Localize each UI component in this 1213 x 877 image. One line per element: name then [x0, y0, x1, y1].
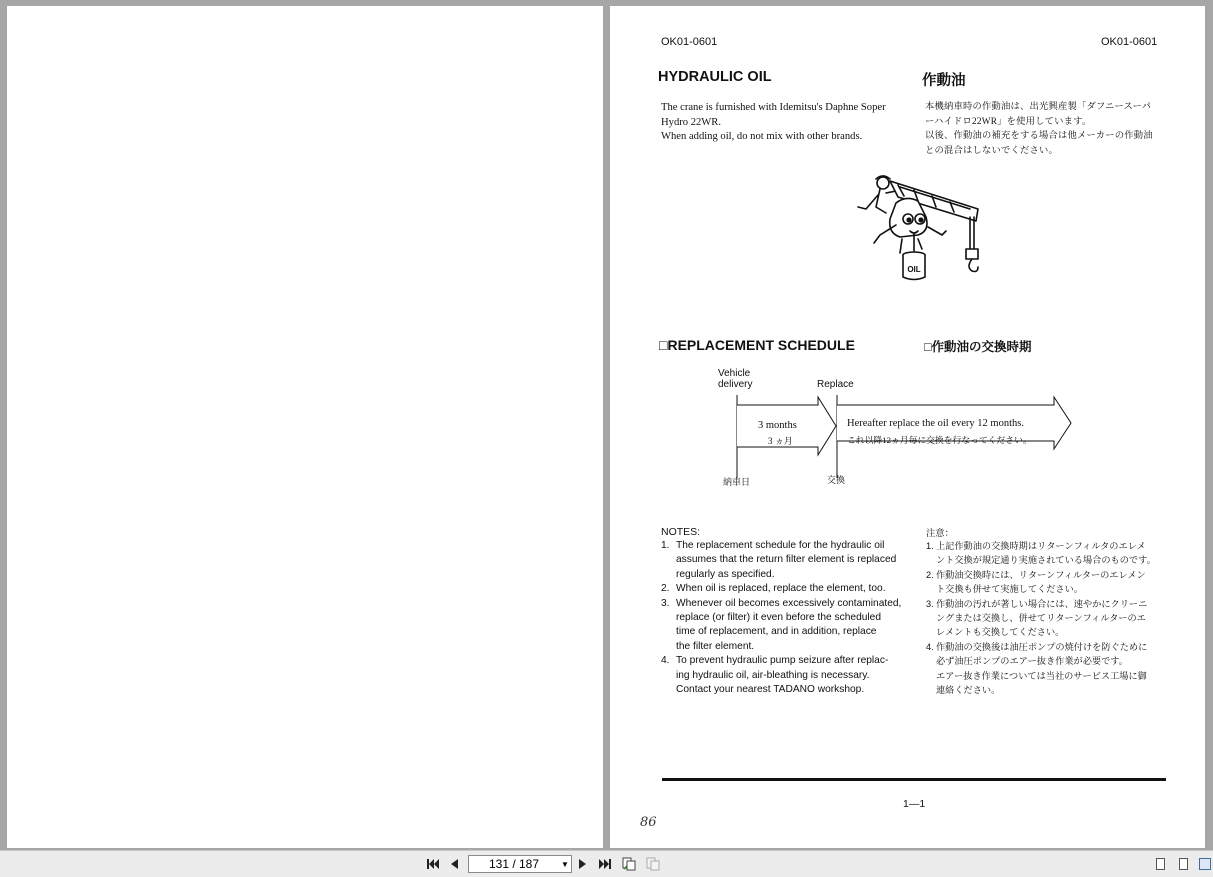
section-heading-jp: □作動油の交換時期 [924, 340, 1032, 354]
en-note-line: time of replacement, and in addition, replace [676, 626, 877, 638]
en-note-line: assumes that the return filter element is replaced [676, 554, 897, 566]
intro-en-line: When adding oil, do not mix with other brands. [661, 131, 863, 142]
jp-note-line: 上記作動油の交換時期はリターンフィルタのエレメ [936, 541, 1146, 551]
en-note-number: 1. [661, 540, 670, 551]
en-note-line: Contact your nearest TADANO workshop. [676, 684, 865, 696]
footer-rule [662, 778, 1166, 781]
en-note-line: When oil is replaced, replace the element, too. [676, 583, 886, 595]
intro-jp-line: 本機納車時の作動油は、出光興産製「ダフニースーパ [925, 102, 1152, 112]
en-note-item [661, 654, 926, 697]
en-note-line: regularly as specified. [676, 568, 775, 580]
en-note-item [661, 539, 926, 582]
oil-can-label: OIL [907, 265, 921, 274]
jp-note-number: 4. [926, 641, 934, 652]
jp-note-line: エアー抜き作業については当社のサービス工場に御 [936, 670, 1147, 681]
jp-note-line: 必ず油圧ポンプのエアー抜き作業が必要です。 [936, 656, 1128, 667]
continuous-view-icon[interactable] [1179, 858, 1188, 870]
jp-note-number: 1. [926, 541, 934, 551]
chevron-down-icon: ▼ [561, 859, 569, 869]
en-note-number: 3. [661, 597, 670, 609]
en-note-line: To prevent hydraulic pump seizure after replac- [676, 655, 889, 667]
page-indicator: 131 / 187 [488, 857, 540, 871]
jp-note-item [926, 539, 1188, 568]
repeat-interval-jp: これ以降12ヵ月毎に交換を行なってください。 [847, 435, 1032, 445]
jp-note-line: 連絡ください。 [936, 685, 1001, 696]
jp-note-line: ングまたは交換し、併せてリターンフィルターのエ [936, 613, 1146, 624]
notes-list-en [661, 539, 926, 697]
en-note-line: Whenever oil becomes excessively contaminated, [676, 597, 902, 609]
first-page-icon[interactable] [426, 855, 440, 873]
intro-jp-line: ーハイドロ22WR」を使用しています。 [925, 116, 1092, 127]
intro-en-line: The crane is furnished with Idemitsu's Daphne Soper [661, 102, 886, 113]
jp-note-line: 作動油の汚れが著しい場合には、速やかにクリーニ [936, 598, 1148, 609]
en-note-number: 4. [661, 655, 670, 667]
en-note-item [661, 582, 926, 596]
two-page-view-icon[interactable] [1199, 858, 1211, 870]
pages-disabled-icon[interactable] [645, 855, 661, 873]
notes-title-jp: 注意： [926, 528, 954, 538]
handwritten-number: 86 [640, 815, 657, 830]
intro-en-line: Hydro 22WR. [661, 116, 722, 128]
jp-note-item [926, 597, 1188, 640]
doc-code-left: OK01-0601 [661, 36, 718, 48]
intro-jp [925, 100, 1185, 158]
intro-jp-line: 以後、作動油の補充をする場合は他メーカーの作動油 [925, 131, 1153, 141]
en-note-item [661, 597, 926, 655]
en-note-line: The replacement schedule for the hydraulic oil [676, 540, 885, 551]
jp-note-line: 作動油の交換後は油圧ポンプの焼付けを防ぐために [936, 641, 1148, 652]
intro-jp-line: との混合はしないでください。 [925, 145, 1058, 156]
label-delivery-jp: 納車日 [723, 477, 751, 487]
viewer-toolbar [0, 850, 1213, 877]
jp-note-number: 3. [926, 598, 934, 609]
single-page-view-icon[interactable] [1156, 858, 1165, 870]
notes-list-jp [926, 539, 1188, 697]
jp-note-item [926, 568, 1188, 597]
first-interval-en: 3 months [758, 420, 797, 431]
repeat-interval-en: Hereafter replace the oil every 12 months. [847, 418, 1024, 429]
section-heading-en: □REPLACEMENT SCHEDULE [659, 337, 855, 353]
prev-page-icon[interactable] [448, 855, 460, 873]
notes-title-en: NOTES: [661, 526, 701, 538]
jp-note-line: ント交換が規定通り実施されている場合のものです。 [936, 555, 1156, 566]
jp-note-number: 2. [926, 569, 934, 580]
label-replace-jp: 交換 [827, 475, 846, 485]
jp-note-item [926, 640, 1188, 698]
page-number-select[interactable] [468, 855, 572, 873]
page-number: 1—1 [903, 798, 926, 810]
en-note-line: ing hydraulic oil, air-bleathing is necessary. [676, 669, 870, 681]
jp-note-line: レメントも交換してください。 [936, 627, 1065, 638]
en-note-line: replace (or filter) it even before the scheduled [676, 612, 881, 624]
label-vehicle-delivery [718, 369, 752, 390]
last-page-icon[interactable] [598, 855, 612, 873]
next-page-icon[interactable] [577, 855, 589, 873]
intro-en [661, 101, 916, 145]
en-note-number: 2. [661, 583, 670, 595]
first-interval-jp: 3 ヵ月 [768, 436, 793, 446]
pages-icon[interactable] [621, 855, 637, 873]
left-page [7, 6, 603, 848]
jp-note-line: 作動油交換時には、リターンフィルターのエレメン [936, 569, 1146, 580]
crane-illustration [852, 171, 987, 283]
right-page [610, 6, 1205, 848]
label-vehicle-line2: delivery [718, 378, 753, 390]
title-jp: 作動油 [922, 73, 966, 89]
label-vehicle-line1: Vehicle [718, 368, 751, 379]
jp-note-line: ト交換も併せて実施してください。 [936, 584, 1083, 595]
doc-code-right: OK01-0601 [1101, 36, 1158, 48]
en-note-line: the filter element. [676, 640, 755, 652]
label-replace: Replace [817, 379, 854, 390]
title-en: HYDRAULIC OIL [658, 69, 772, 85]
